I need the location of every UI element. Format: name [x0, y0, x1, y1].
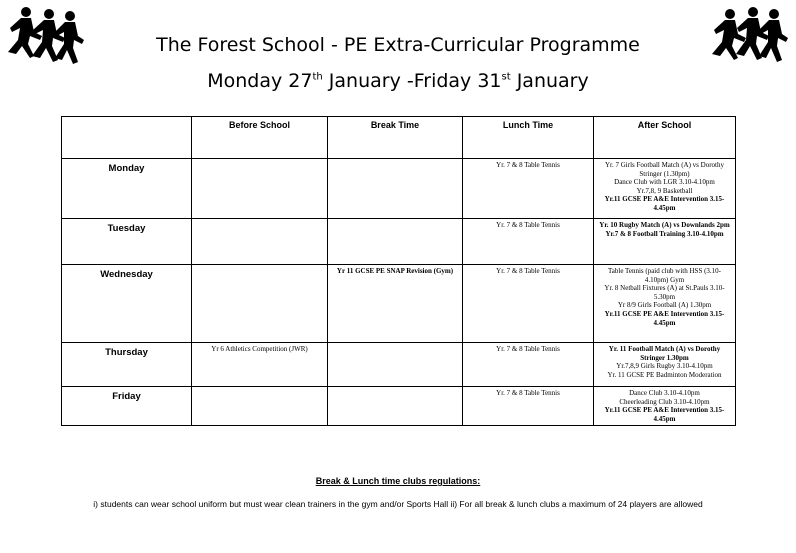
table-row — [62, 159, 736, 219]
table-header-row — [62, 117, 736, 159]
table-row — [62, 219, 736, 265]
schedule-table — [61, 116, 736, 426]
break-cell — [328, 343, 463, 387]
lunch-cell — [463, 219, 594, 265]
activity-entry: Yr 11 GCSE PE SNAP Revision (Gym) — [336, 267, 454, 275]
activity-entry: Cheerleading Club 3.10-4.10pm — [619, 397, 710, 406]
lunch-cell — [463, 343, 594, 387]
before-cell — [192, 387, 328, 426]
activity-entry: Yr. 8 Netball Fixtures (A) at St.Pauls 3.10-5.30pm — [604, 284, 725, 301]
before-cell — [192, 265, 328, 343]
day-label: Friday — [62, 387, 192, 426]
table-row — [62, 265, 736, 343]
lunch-cell — [463, 265, 594, 343]
column-header: Lunch Time — [463, 117, 594, 159]
activity-entry: Yr. 11 Football Match (A) vs Dorothy Stringer 1.30pm — [608, 345, 721, 362]
activity-entry: Yr. 10 Rugby Match (A) vs Downlands 2pm — [599, 221, 730, 229]
break-cell — [328, 219, 463, 265]
activity-entry: Yr.7,8,9 Girls Rugby 3.10-4.10pm — [616, 362, 713, 371]
day-label: Tuesday — [62, 219, 192, 265]
break-cell — [328, 265, 463, 343]
table-row — [62, 387, 736, 426]
column-header — [62, 117, 192, 159]
rules-heading: Break & Lunch time clubs regulations: — [315, 476, 481, 486]
activity-entry: Yr.11 GCSE PE A&E Intervention 3.15-4.45pm — [604, 406, 725, 423]
before-cell — [192, 159, 328, 219]
activity-entry: Yr. 7 & 8 Table Tennis — [496, 221, 560, 229]
activity-entry: Yr.11 GCSE PE A&E Intervention 3.15-4.45pm — [604, 195, 725, 212]
activity-entry: Yr.7,8, 9 Basketball — [636, 186, 693, 195]
after-cell — [594, 265, 736, 343]
after-cell — [594, 387, 736, 426]
activity-entry: Yr. 11 GCSE PE Badminton Moderation — [607, 370, 722, 379]
activity-entry: Yr 8/9 Girls Football (A) 1.30pm — [617, 301, 712, 310]
date-range: Monday 27th January -Friday 31st January — [207, 70, 589, 92]
day-label: Monday — [62, 159, 192, 219]
table-row — [62, 343, 736, 387]
after-cell — [594, 219, 736, 265]
page-title: The Forest School - PE Extra-Curricular Programme — [156, 34, 640, 56]
break-cell — [328, 387, 463, 426]
activity-entry: Yr. 7 & 8 Table Tennis — [496, 389, 560, 397]
lunch-cell — [463, 387, 594, 426]
day-label: Wednesday — [62, 265, 192, 343]
activity-entry: Yr. 7 & 8 Table Tennis — [496, 161, 560, 169]
activity-entry: Table Tennis (paid club with HSS (3.10-4.10pm) Gym — [607, 267, 721, 284]
day-label: Thursday — [62, 343, 192, 387]
rules-text: i) students can wear school uniform but must wear clean trainers in the gym and/or Sports Hall ii) For all break & lunch clubs a maximum of 24 players are allowed — [93, 499, 703, 509]
activity-entry: Yr.11 GCSE PE A&E Intervention 3.15-4.45pm — [604, 309, 725, 327]
activity-entry: Dance Club with LGR 3.10-4.10pm — [614, 178, 715, 187]
before-cell — [192, 343, 328, 387]
column-header: After School — [594, 117, 736, 159]
before-cell — [192, 219, 328, 265]
column-header: Break Time — [328, 117, 463, 159]
activity-entry: Dance Club 3.10-4.10pm — [629, 389, 700, 397]
break-cell — [328, 159, 463, 219]
activity-entry: Yr. 7 Girls Football Match (A) vs Dorothy Stringer (1.30pm) — [605, 161, 724, 178]
lunch-cell — [463, 159, 594, 219]
after-cell — [594, 343, 736, 387]
column-header: Before School — [192, 117, 328, 159]
activity-entry: Yr 6 Athletics Competition (JWR) — [211, 345, 308, 353]
activity-entry: Yr. 7 & 8 Table Tennis — [496, 267, 560, 275]
activity-entry: Yr. 7 & 8 Table Tennis — [496, 345, 560, 353]
after-cell — [594, 159, 736, 219]
activity-entry: Yr.7 & 8 Football Training 3.10-4.10pm — [605, 229, 724, 238]
